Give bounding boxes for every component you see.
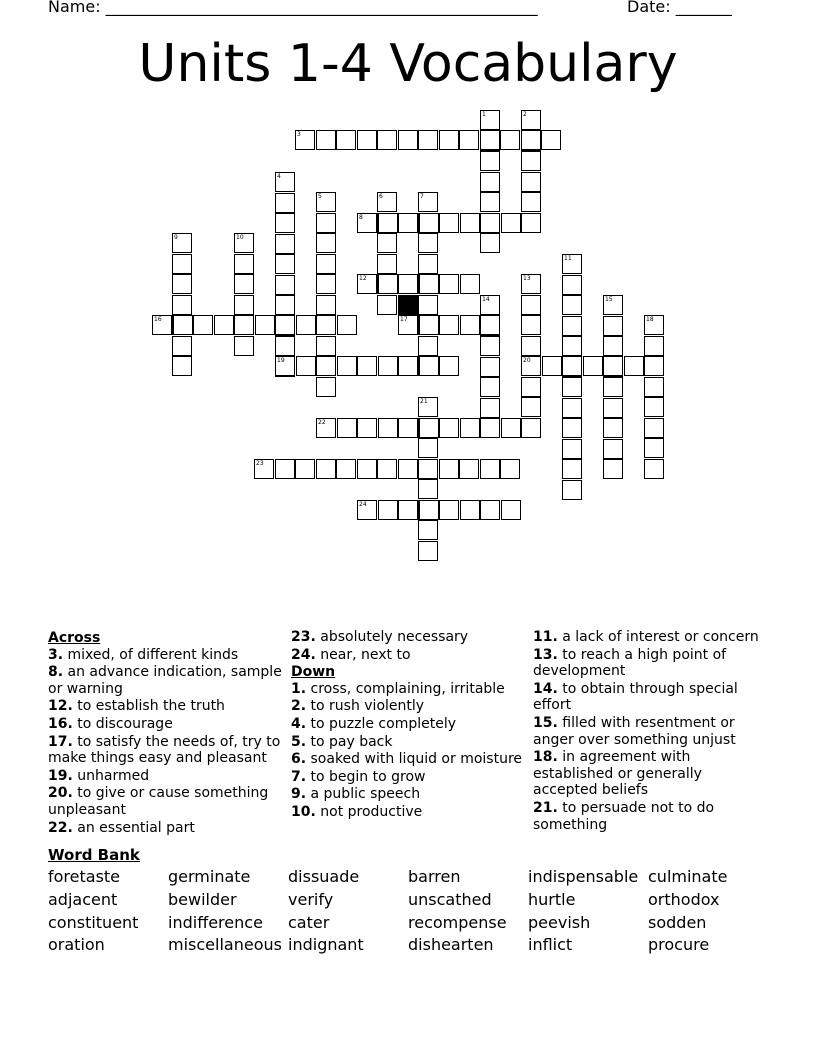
grid-cell (500, 130, 520, 150)
word-bank-item: miscellaneous (168, 935, 282, 954)
grid-cell (562, 336, 582, 356)
grid-cell (480, 233, 500, 253)
grid-cell (460, 315, 480, 335)
grid-cell (562, 418, 582, 438)
grid-cell (480, 336, 500, 356)
clue: 20. to give or cause something unpleasant (48, 785, 269, 818)
clue: 2. to rush violently (291, 698, 425, 715)
grid-cell (521, 274, 541, 294)
grid-cell (501, 213, 521, 233)
grid-cell (357, 213, 377, 233)
grid-cell (644, 397, 664, 417)
grid-cell (419, 213, 439, 233)
grid-cell (316, 336, 336, 356)
word-bank-item: bewilder (168, 890, 237, 909)
grid-cell (418, 130, 438, 150)
grid-cell (419, 418, 439, 438)
grid-cell (439, 274, 459, 294)
grid-cell (295, 130, 315, 150)
clue: 4. to puzzle completely (291, 715, 456, 732)
grid-cell (316, 130, 336, 150)
grid-cell (480, 418, 500, 438)
grid-cell (378, 500, 398, 520)
clue: 19. unharmed (48, 767, 150, 784)
grid-cell (418, 479, 438, 499)
grid-cell (336, 459, 356, 479)
grid-cell (418, 254, 438, 274)
word-bank-item: foretaste (48, 867, 121, 886)
grid-cell (521, 130, 541, 150)
grid-cell (336, 130, 356, 150)
clue-number: 3 (297, 131, 301, 138)
grid-cell (378, 274, 398, 294)
grid-cell (439, 418, 459, 438)
clue-number: 4 (277, 173, 281, 180)
grid-cell (603, 398, 623, 418)
grid-cell (172, 295, 192, 315)
grid-cell (501, 418, 521, 438)
grid-cell (521, 110, 541, 130)
grid-cell (172, 233, 192, 253)
grid-cell (460, 274, 480, 294)
grid-cell (398, 130, 418, 150)
grid-cell (316, 254, 336, 274)
grid-cell (234, 295, 254, 315)
grid-cell (562, 275, 582, 295)
clue-number: 7 (420, 193, 424, 200)
grid-cell (377, 130, 397, 150)
grid-cell (521, 151, 541, 171)
clue: 7. to begin to grow (291, 768, 426, 785)
clue-number: 22 (318, 419, 326, 426)
grid-cell (316, 377, 336, 397)
grid-cell (521, 213, 541, 233)
grid-cell (275, 275, 295, 295)
grid-cell (316, 315, 336, 335)
grid-cell (562, 377, 582, 397)
clue: 8. an advance indication, sample or warning (48, 664, 282, 697)
grid-cell (316, 233, 336, 253)
grid-cell (521, 336, 541, 356)
grid-cell (521, 172, 541, 192)
clue: 15. filled with resentment or anger over something unjust (533, 714, 736, 748)
grid-cell (521, 418, 541, 438)
clue-number: 9 (174, 234, 178, 241)
clue: 24. near, next to (291, 646, 411, 663)
grid-cell (377, 192, 397, 212)
grid-cell (480, 357, 500, 377)
grid-cell (398, 213, 418, 233)
grid-cell (603, 439, 623, 459)
word-bank-item: orthodox (648, 890, 720, 909)
word-bank-item: inflict (528, 935, 573, 954)
grid-cell (644, 356, 664, 376)
clue-number: 12 (359, 275, 367, 282)
grid-cell (521, 356, 541, 376)
grid-cell (357, 356, 377, 376)
grid-cell (357, 274, 377, 294)
grid-cell (275, 254, 295, 274)
down-heading: Down (291, 664, 336, 681)
grid-cell (419, 315, 439, 335)
grid-cell (357, 459, 377, 479)
word-bank-item: dissuade (288, 867, 360, 886)
grid-cell (419, 274, 439, 294)
grid-cell (439, 459, 459, 479)
grid-cell (459, 459, 479, 479)
grid-cell (541, 130, 561, 150)
grid-cell (603, 459, 623, 479)
grid-cell (398, 274, 418, 294)
grid-cell (480, 192, 500, 212)
clue: 17. to satisfy the needs of, try to make things easy and pleasant (48, 733, 281, 767)
grid-cell (296, 356, 316, 376)
grid-cell (562, 459, 582, 479)
clue-number: 19 (277, 357, 285, 364)
clue: 1. cross, complaining, irritable (291, 680, 505, 697)
clue: 11. a lack of interest or concern (533, 629, 759, 645)
grid-cell (295, 459, 315, 479)
clue-number: 16 (154, 316, 162, 323)
grid-cell (460, 418, 480, 438)
grid-cell (460, 500, 480, 520)
grid-cell (418, 541, 438, 561)
grid-cell (418, 295, 438, 315)
grid-cell (439, 315, 459, 335)
grid-cell (234, 274, 254, 294)
grid-cell (603, 377, 623, 397)
grid-cell (357, 500, 377, 520)
grid-cell (439, 500, 459, 520)
word-bank-item: indispensable (528, 867, 639, 886)
grid-cell (418, 192, 438, 212)
clue: 16. to discourage (48, 715, 173, 732)
grid-cell (603, 418, 623, 438)
word-bank-item: indignant (288, 935, 364, 954)
clue-number: 18 (646, 316, 654, 323)
word-bank-item: indifference (168, 913, 263, 932)
grid-cell (439, 130, 459, 150)
word-bank-item: procure (648, 935, 710, 954)
word-bank-item: germinate (168, 867, 251, 886)
grid-cell (603, 316, 623, 336)
grid-cell (418, 459, 438, 479)
grid-cell (439, 213, 459, 233)
grid-cell (398, 356, 418, 376)
grid-cell (172, 356, 192, 376)
grid-cell (316, 459, 336, 479)
clue: 21. to persuade not to do something (533, 799, 715, 833)
clue-number: 10 (236, 234, 244, 241)
grid-cell (562, 480, 582, 500)
grid-cell (193, 315, 213, 335)
clue-number: 23 (256, 460, 264, 467)
grid-cell (378, 213, 398, 233)
name-field-label: Name: ______________________________________________________ (48, 0, 538, 16)
grid-cell (275, 295, 295, 315)
grid-cell (398, 418, 418, 438)
grid-cell (296, 315, 316, 335)
clue-number: 21 (420, 398, 428, 405)
grid-cell (418, 520, 438, 540)
grid-cell (316, 295, 336, 315)
grid-cell (357, 418, 377, 438)
grid-cell (398, 315, 418, 335)
grid-cell (460, 213, 480, 233)
grid-cell (275, 315, 295, 335)
grid-cell (377, 459, 397, 479)
grid-cell (316, 356, 336, 376)
grid-cell (377, 233, 397, 253)
grid-cell (500, 459, 520, 479)
grid-cell (234, 315, 254, 335)
grid-cell (562, 295, 582, 315)
grid-cell (583, 356, 603, 376)
word-bank-item: oration (48, 935, 105, 954)
word-bank-item: dishearten (408, 935, 494, 954)
grid-cell (419, 500, 439, 520)
clue: 23. absolutely necessary (291, 629, 469, 645)
word-bank-item: peevish (528, 913, 591, 932)
clues-column-3 (533, 629, 769, 834)
grid-cell (418, 233, 438, 253)
clue-number: 17 (400, 316, 408, 323)
clue: 12. to establish the truth (48, 698, 225, 715)
word-bank-item: hurtle (528, 890, 576, 909)
grid-cell (480, 315, 500, 335)
grid-cell (398, 459, 418, 479)
grid-cell (316, 274, 336, 294)
grid-cell (275, 172, 295, 192)
grid-cell (521, 295, 541, 315)
grid-cell (439, 356, 459, 376)
grid-cell (562, 439, 582, 459)
grid-cell (480, 295, 500, 315)
grid-cell (480, 110, 500, 130)
grid-cell (377, 295, 397, 315)
grid-cell (172, 336, 192, 356)
clue: 18. in agreement with established or generally accepted beliefs (533, 749, 702, 799)
grid-cell (378, 356, 398, 376)
grid-cell (480, 151, 500, 171)
grid-cell (562, 316, 582, 336)
grid-cell (275, 193, 295, 213)
grid-cell (480, 459, 500, 479)
grid-cell (316, 418, 336, 438)
clue: 9. a public speech (291, 786, 421, 803)
grid-cell (418, 336, 438, 356)
word-bank-item: recompense (408, 913, 507, 932)
clue-number: 15 (605, 296, 613, 303)
grid-cell (501, 500, 521, 520)
clue: 13. to reach a high point of development (533, 646, 727, 680)
grid-cell (275, 213, 295, 233)
grid-cell (480, 398, 500, 418)
grid-cell (480, 172, 500, 192)
grid-cell (644, 459, 664, 479)
clue: 10. not productive (291, 803, 423, 820)
word-bank-item: sodden (648, 913, 707, 932)
grid-cell (337, 418, 357, 438)
grid-cell (316, 192, 336, 212)
clue-number: 13 (523, 275, 531, 282)
grid-cell (214, 315, 234, 335)
word-bank-heading: Word Bank (48, 846, 140, 864)
word-bank-item: unscathed (408, 890, 492, 909)
clue: 22. an essential part (48, 819, 195, 836)
word-bank-item: constituent (48, 913, 139, 932)
clue-number: 11 (564, 255, 572, 262)
grid-cell (234, 254, 254, 274)
grid-cell (234, 233, 254, 253)
black-cell (398, 295, 418, 315)
grid-cell (337, 356, 357, 376)
grid-cell (398, 500, 418, 520)
grid-cell (459, 130, 479, 150)
clue-number: 6 (379, 193, 383, 200)
grid-cell (418, 397, 438, 417)
grid-cell (377, 254, 397, 274)
grid-cell (419, 356, 439, 376)
word-bank-item: culminate (648, 867, 728, 886)
date-field-label: Date: _______ (627, 0, 732, 16)
grid-cell (521, 192, 541, 212)
clue-number: 1 (482, 111, 486, 118)
clue: 6. soaked with liquid or moisture (291, 751, 523, 768)
grid-cell (644, 377, 664, 397)
grid-cell (173, 315, 193, 335)
grid-cell (172, 274, 192, 294)
grid-cell (562, 254, 582, 274)
word-bank-item: adjacent (48, 890, 118, 909)
grid-cell (542, 356, 562, 376)
page-title: Units 1-4 Vocabulary (138, 34, 678, 94)
clue: 14. to obtain through special effort (533, 680, 738, 714)
clue-number: 14 (482, 296, 490, 303)
clue-number: 8 (359, 214, 363, 221)
grid-cell (562, 356, 582, 376)
grid-cell (521, 397, 541, 417)
grid-cell (316, 213, 336, 233)
grid-cell (152, 315, 172, 335)
grid-cell (357, 130, 377, 150)
grid-cell (644, 438, 664, 458)
clues-column-1 (48, 629, 284, 837)
grid-cell (603, 336, 623, 356)
grid-cell (275, 336, 295, 356)
grid-cell (337, 315, 357, 335)
grid-cell (562, 398, 582, 418)
clue: 3. mixed, of different kinds (48, 646, 239, 663)
grid-cell (172, 254, 192, 274)
grid-cell (275, 234, 295, 254)
grid-cell (275, 356, 295, 376)
clues-column-2 (291, 629, 527, 822)
grid-cell (234, 336, 254, 356)
clue-number: 2 (523, 111, 527, 118)
grid-cell (521, 315, 541, 335)
word-bank-item: barren (408, 867, 461, 886)
grid-cell (644, 418, 664, 438)
grid-cell (378, 418, 398, 438)
grid-cell (255, 315, 275, 335)
grid-cell (480, 377, 500, 397)
grid-cell (603, 356, 623, 376)
word-bank-item: verify (288, 890, 334, 909)
grid-cell (480, 130, 500, 150)
grid-cell (521, 377, 541, 397)
clue-number: 5 (318, 193, 322, 200)
clue-number: 24 (359, 501, 367, 508)
grid-cell (603, 295, 623, 315)
grid-cell (275, 459, 295, 479)
grid-cell (480, 213, 500, 233)
grid-cell (480, 500, 500, 520)
clue-number: 20 (523, 357, 531, 364)
across-heading: Across (48, 630, 101, 646)
grid-cell (254, 459, 274, 479)
word-bank-item: cater (288, 913, 330, 932)
grid-cell (644, 315, 664, 335)
grid-cell (644, 336, 664, 356)
grid-cell (624, 356, 644, 376)
clue: 5. to pay back (291, 733, 393, 750)
grid-cell (418, 438, 438, 458)
